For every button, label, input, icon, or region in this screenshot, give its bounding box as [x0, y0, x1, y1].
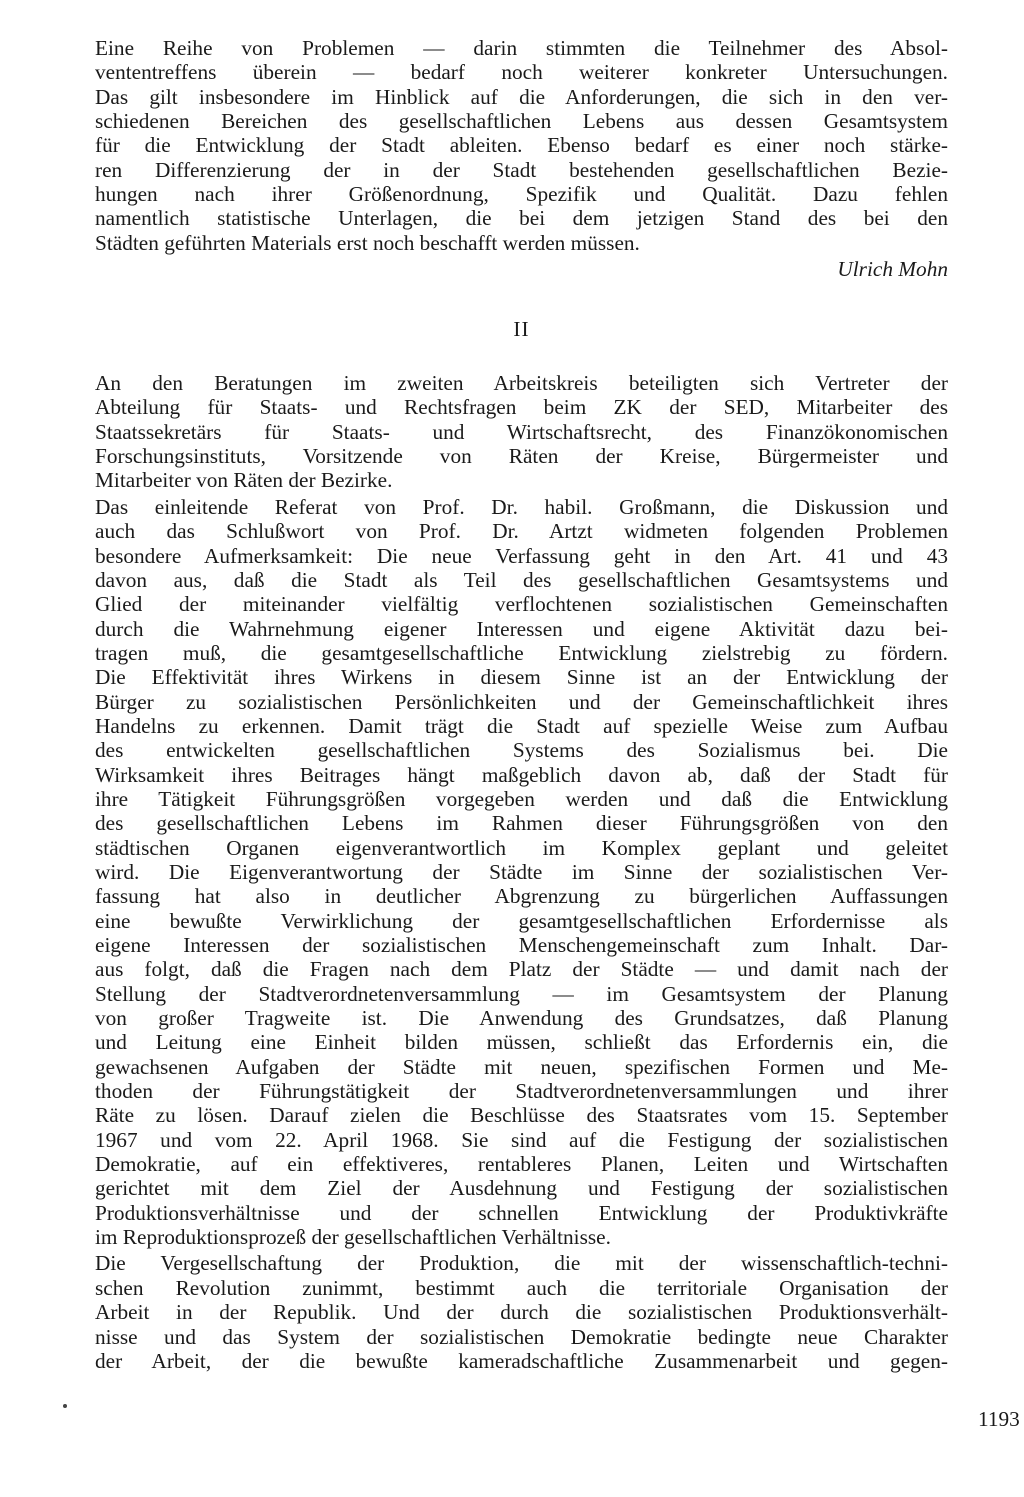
paragraph-4-line: schen Revolution zunimmt, bestimmt auch die territoriale Organisation der [95, 1275, 948, 1300]
paragraph-3-line: und Leitung eine Einheit bilden müssen, schließt das Erfordernis ein, die [95, 1030, 948, 1055]
paragraph-3-line: des entwickelten gesellschaftlichen Systems des Sozialismus bei. Die [95, 738, 948, 763]
paragraph-2 [95, 371, 948, 493]
paragraph-2-line: Mitarbeiter von Räten der Bezirke. [95, 468, 393, 493]
paragraph-2-line: Forschungsinstituts, Vorsitzende von Räten der Kreise, Bürgermeister und [95, 444, 948, 469]
paragraph-3-line: Wirksamkeit ihres Beitrages hängt maßgeblich davon ab, daß der Stadt für [95, 762, 948, 787]
paragraph-4-line: der Arbeit, der die bewußte kameradschaftliche Zusammenarbeit und gegen- [95, 1348, 948, 1373]
paragraph-3-line: thoden der Führungstätigkeit der Stadtverordnetenversammlungen und ihrer [95, 1079, 948, 1104]
paragraph-4-line: Die Vergesellschaftung der Produktion, die mit der wissenschaftlich-techni- [95, 1251, 948, 1276]
paragraph-3-line: Demokratie, auf ein effektiveres, rentableres Planen, Leiten und Wirtschaften [95, 1152, 948, 1177]
paragraph-4-line: Arbeit in der Republik. Und der durch die sozialistischen Produktionsverhält- [95, 1300, 948, 1325]
section-heading: II [513, 317, 530, 342]
paragraph-2-line: Staatssekretärs für Staats- und Wirtschaftsrecht, des Finanzökonomischen [95, 419, 948, 444]
paragraph-1-line: vententreffens überein — bedarf noch weiterer konkreter Untersuchungen. [95, 60, 948, 85]
paragraph-1-line: schiedenen Bereichen des gesellschaftlichen Lebens aus dessen Gesamtsystem [95, 109, 948, 134]
paragraph-1-line: hungen nach ihrer Größenordnung, Spezifik und Qualität. Dazu fehlen [95, 182, 948, 207]
paragraph-3-line: von großer Tragweite ist. Die Anwendung des Grundsatzes, daß Planung [95, 1006, 948, 1031]
paragraph-3-line: Bürger zu sozialistischen Persönlichkeiten und der Gemeinschaftlichkeit ihres [95, 689, 948, 714]
paragraph-3 [95, 495, 948, 1250]
paragraph-3-line: auch das Schlußwort von Prof. Dr. Artzt widmeten folgenden Problemen [95, 519, 948, 544]
paragraph-3-line: tragen muß, die gesamtgesellschaftliche Entwicklung zielstrebig zu fördern. [95, 640, 948, 665]
margin-mark [63, 1404, 67, 1408]
paragraph-1 [95, 36, 948, 255]
paragraph-1-line: für die Entwicklung der Stadt ableiten. Ebenso bedarf es einer noch stärke- [95, 133, 948, 158]
paragraph-4-line: nisse und das System der sozialistischen Demokratie bedingte neue Charakter [95, 1324, 948, 1349]
paragraph-3-line: Räte zu lösen. Darauf zielen die Beschlüsse des Staatsrates vom 15. September [95, 1103, 948, 1128]
paragraph-1-line: Eine Reihe von Problemen — darin stimmten die Teilnehmer des Absol- [95, 36, 948, 60]
paragraph-3-line: Glied der miteinander vielfältig verflochtenen sozialistischen Gemeinschaften [95, 592, 948, 617]
paragraph-3-line: des gesellschaftlichen Lebens im Rahmen dieser Führungsgrößen von den [95, 811, 948, 836]
paragraph-3-line: Das einleitende Referat von Prof. Dr. habil. Großmann, die Diskussion und [95, 494, 948, 519]
paragraph-3-line: davon aus, daß die Stadt als Teil des gesellschaftlichen Gesamtsystems und [95, 567, 948, 592]
paragraph-3-line: 1967 und vom 22. April 1968. Sie sind auf die Festigung der sozialistischen [95, 1127, 948, 1152]
paragraph-3-line: wird. Die Eigenverantwortung der Städte im Sinne der sozialistischen Ver- [95, 859, 948, 884]
paragraph-3-line: Die Effektivität ihres Wirkens in diesem Sinne ist an der Entwicklung der [95, 665, 948, 690]
paragraph-3-line: ihre Tätigkeit Führungsgrößen vorgegeben werden und daß die Entwicklung [95, 786, 948, 811]
paragraph-2-line: An den Beratungen im zweiten Arbeitskreis beteiligten sich Vertreter der [95, 371, 948, 396]
paragraph-3-line: Stellung der Stadtverordnetenversammlung — im Gesamtsystem der Planung [95, 981, 948, 1006]
paragraph-2-line: Abteilung für Staats- und Rechtsfragen beim ZK der SED, Mitarbeiter des [95, 395, 948, 420]
paragraph-3-line: im Reproduktionsprozeß der gesellschaftlichen Verhältnisse. [95, 1225, 611, 1250]
author-signature: Ulrich Mohn [837, 257, 948, 282]
paragraph-3-line: gerichtet mit dem Ziel der Ausdehnung und Festigung der sozialistischen [95, 1176, 948, 1201]
paragraph-4 [95, 1251, 948, 1373]
paragraph-3-line: fassung hat also in deutlicher Abgrenzung zu bürgerlichen Auffassungen [95, 884, 948, 909]
paragraph-3-line: aus folgt, daß die Fragen nach dem Platz der Städte — und damit nach der [95, 957, 948, 982]
paragraph-1-line: Das gilt insbesondere im Hinblick auf die Anforderungen, die sich in den ver- [95, 84, 948, 109]
paragraph-3-line: eigene Interessen der sozialistischen Menschengemeinschaft zum Inhalt. Dar- [95, 933, 948, 957]
paragraph-3-line: durch die Wahrnehmung eigener Interessen und eigene Aktivität dazu bei- [95, 616, 948, 641]
paragraph-3-line: besondere Aufmerksamkeit: Die neue Verfassung geht in den Art. 41 und 43 [95, 543, 948, 568]
paragraph-3-line: städtischen Organen eigenverantwortlich im Komplex geplant und geleitet [95, 835, 948, 860]
paragraph-3-line: gewachsenen Aufgaben der Städte mit neuen, spezifischen Formen und Me- [95, 1054, 948, 1079]
document-page [95, 36, 948, 1373]
paragraph-3-line: Produktionsverhältnisse und der schnellen Entwicklung der Produktivkräfte [95, 1200, 948, 1225]
paragraph-3-line: Handelns zu erkennen. Damit trägt die Stadt auf spezielle Weise zum Aufbau [95, 713, 948, 738]
paragraph-3-line: eine bewußte Verwirklichung der gesamtgesellschaftlichen Erfordernisse als [95, 908, 948, 933]
paragraph-1-line: ren Differenzierung der in der Stadt bestehenden gesellschaftlichen Bezie- [95, 157, 948, 182]
paragraph-1-line: Städten geführten Materials erst noch beschafft werden müssen. [95, 230, 640, 255]
paragraph-1-line: namentlich statistische Unterlagen, die bei dem jetzigen Stand des bei den [95, 206, 948, 231]
page-number: 1193 [978, 1407, 1020, 1431]
